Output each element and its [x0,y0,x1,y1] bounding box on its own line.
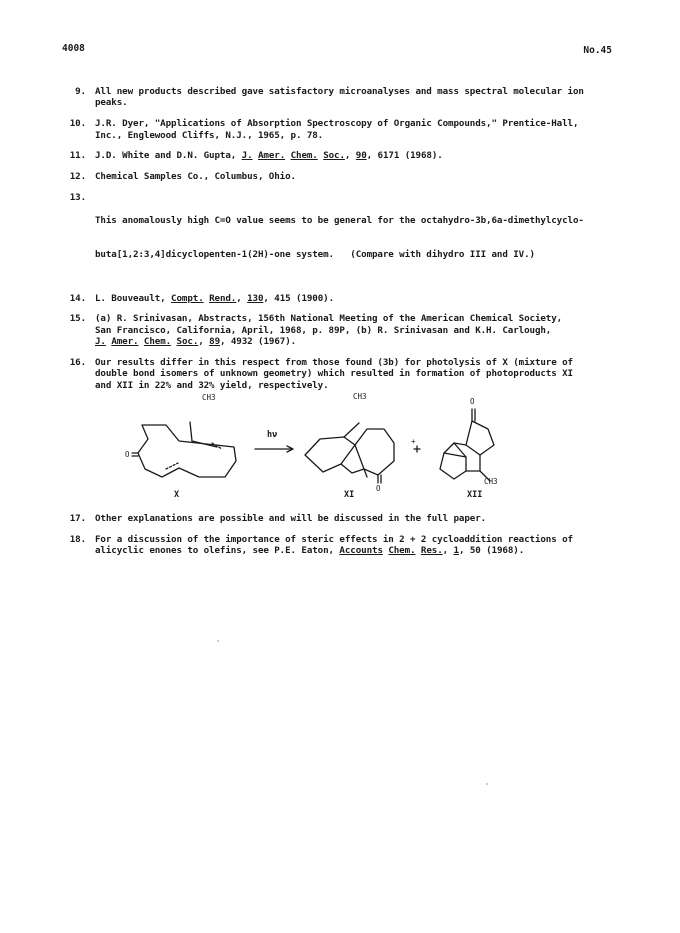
reference-12 [62,171,622,182]
reference-text [95,293,622,304]
ch3-label-x: CH3 [202,393,216,403]
volume-number: 130 [247,292,264,304]
journal-abbrev: Chem. [388,545,416,557]
reference-17 [62,513,622,524]
reference-line: Our results differ in this respect from those found (3b) for photolysis of X (mixture of [95,357,573,369]
page-number: 4008 [62,43,85,54]
reference-number: 10. [69,118,86,130]
plus-label: + [411,437,416,447]
reference-13 [62,192,622,283]
references-list [62,86,622,566]
journal-abbrev: Res. [420,545,443,557]
reference-15 [62,313,622,347]
journal-abbrev: Amer. [111,336,139,348]
reference-number: 14. [69,292,86,304]
scan-speck [217,640,219,642]
structure-xii [440,409,494,481]
reference-text [95,192,622,283]
separator: , [198,336,210,348]
compound-label-x: X [174,490,180,501]
o-label-xi: O [376,484,381,494]
volume-number: 1 [453,545,459,557]
reference-text: Chemical Samples Co., Columbus, Ohio. [95,171,296,183]
issue-number: No.45 [583,45,612,56]
structure-xi [305,423,394,483]
reference-text: Other explanations are possible and will be discussed in the full paper. [95,513,487,525]
reference-11 [62,150,622,161]
reference-pages: , 415 (1900). [263,292,335,304]
journal-abbrev: Compt. [171,292,204,304]
reference-line: For a discussion of the importance of steric effects in 2 + 2 cycloaddition reactions of [95,534,573,546]
reference-text [95,86,622,109]
reference-text [95,118,622,141]
structure-x [132,422,236,477]
reference-text [95,534,622,557]
reference-number: 18. [69,534,86,546]
reaction-scheme [62,392,622,503]
separator: , [442,545,454,557]
reference-number: 15. [69,313,86,325]
reference-line: San Francisco, California, April, 1968, p. 89P, (b) R. Srinivasan and K.H. Carlough, [95,324,552,336]
plus-sign [414,446,420,452]
scheme-structures [62,395,622,503]
reference-line: double bond isomers of unknown geometry) which resulted in formation of photoproducts XI [95,368,573,380]
reference-pages: , 50 (1968). [458,545,525,557]
o-label-xii: O [470,397,475,407]
compound-label-xi: XI [344,490,355,501]
reference-line: and XII in 22% and 32% yield, respectively. [95,379,329,391]
reference-line: All new products described gave satisfactory microanalyses and mass spectral molecular ion [95,86,584,97]
reference-text [95,150,622,161]
journal-abbrev: Accounts [339,545,383,557]
reference-9 [62,86,622,109]
reference-line: (a) R. Srinivasan, Abstracts, 156th National Meeting of the American Chemical Society, [95,313,563,325]
reference-line [95,336,622,347]
reference-authors: L. Bouveault, [95,292,172,304]
separator: , [236,292,248,304]
reference-line: This anomalously high C=O value seems to be general for the octahydro-3b,6a-dimethylcyclo- [95,214,584,226]
journal-abbrev: Chem. [143,336,172,348]
reference-16 [62,357,622,391]
compound-label-xii: XII [467,490,483,501]
reference-authors: J.D. White and D.N. Gupta, [95,150,242,162]
journal-abbrev: J. [95,336,106,348]
reference-text [95,357,622,391]
reference-line [95,545,622,556]
scan-speck [486,783,488,785]
volume-number: 89 [209,336,221,348]
o-label-x: O [125,450,130,460]
reference-14 [62,293,622,304]
journal-abbrev: J. [241,150,253,162]
reference-line: J.R. Dyer, "Applications of Absorption Spectroscopy of Organic Compounds," Prentice-Hall, [95,118,579,130]
volume-number: 90 [355,150,367,162]
journal-abbrev: Rend. [209,292,237,304]
ch3-label-xii: CH3 [484,477,498,487]
journal-abbrev: Amer. [257,150,286,162]
reference-10 [62,118,622,141]
reference-line: peaks. [95,97,128,109]
reference-line: Inc., Englewood Cliffs, N.J., 1965, p. 78. [95,129,324,141]
ch3-label-xi: CH3 [353,392,367,402]
reference-number: 9. [75,86,86,97]
reference-number: 17. [69,513,86,525]
reference-number: 12. [69,171,86,183]
reference-number: 16. [69,357,86,369]
reference-authors: alicyclic enones to olefins, see P.E. Eaton, [95,545,340,557]
reference-number: 13. [69,192,86,203]
journal-abbrev: Chem. [290,150,318,162]
reference-text [95,313,622,347]
reference-line: buta[1,2:3,4]dicyclopenten-1(2H)-one system. (Compare with dihydro III and IV.) [95,249,535,261]
arrow-label: hν [267,430,278,441]
separator: , [344,150,356,162]
reference-pages: , 6171 (1968). [366,150,443,162]
reaction-arrow [255,446,293,452]
journal-abbrev: Soc. [176,336,199,348]
reference-pages: , 4932 (1967). [220,336,297,348]
reference-18 [62,534,622,557]
reference-number: 11. [69,150,86,162]
journal-abbrev: Soc. [323,150,345,162]
